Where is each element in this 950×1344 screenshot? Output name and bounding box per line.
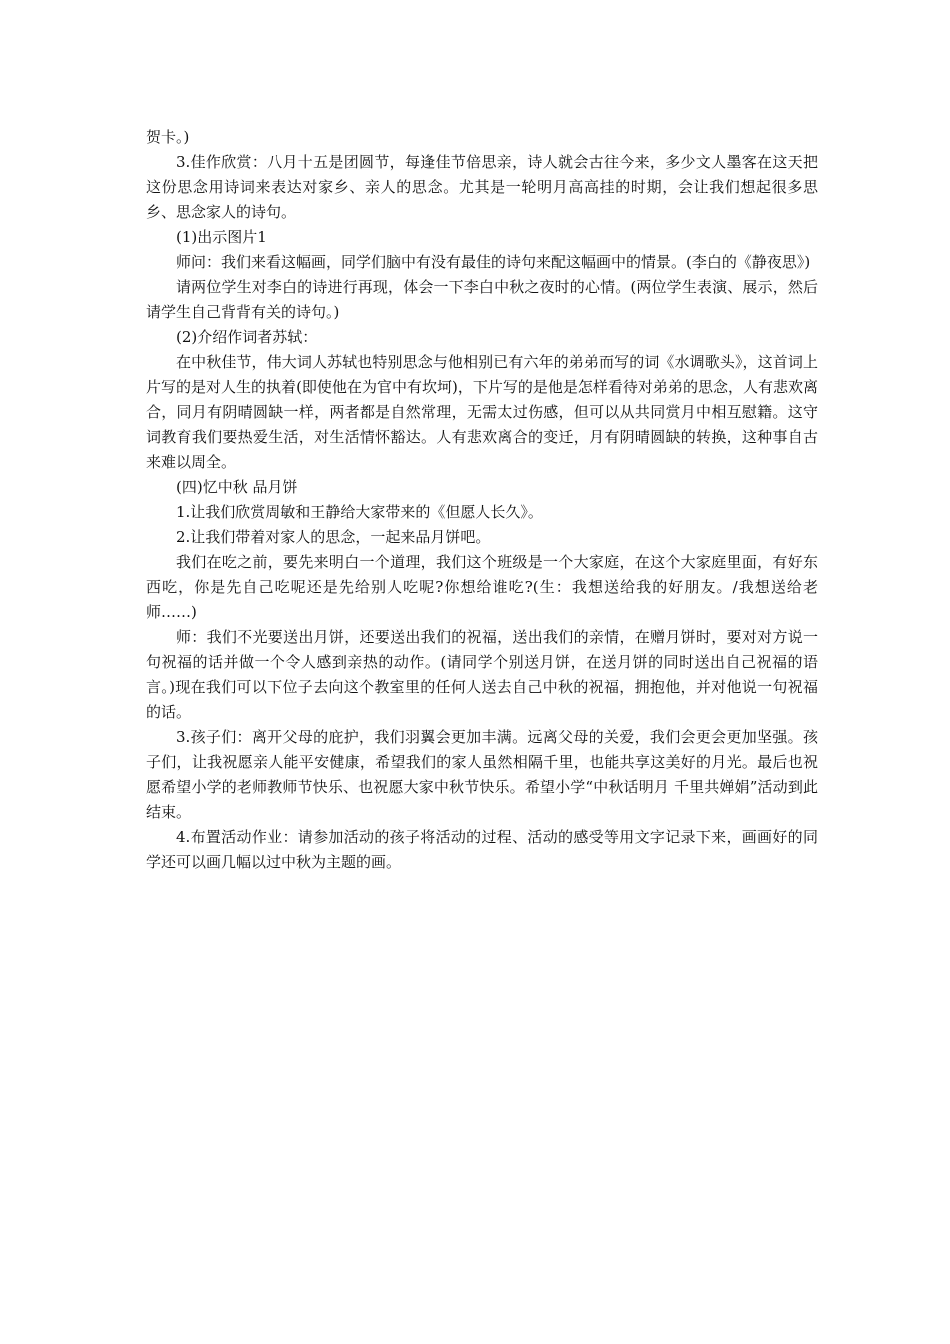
paragraph-students-reenact: 请两位学生对李白的诗进行再现，体会一下李白中秋之夜时的心情。(两位学生表演、展示，然后请学生自己背背有关的诗句。) — [146, 278, 818, 321]
paragraph-show-picture: (1)出示图片1 — [176, 228, 267, 246]
paragraph-appreciation: 3.佳作欣赏：八月十五是团圆节，每逢佳节倍思亲，诗人就会古往今来，多少文人墨客在这天把这份思念用诗词来表达对家乡、亲人的思念。尤其是一轮明月高高挂的时期，会让我们想起很多思乡、思念家人的诗句。 — [146, 153, 818, 221]
paragraph-teacher-question: 师问：我们来看这幅画，同学们脑中有没有最佳的诗句来配这幅画中的情景。(李白的《静夜思》) — [176, 253, 811, 271]
document-body — [146, 125, 818, 875]
paragraph-song: 1.让我们欣赏周敏和王静给大家带来的《但愿人长久》。 — [176, 503, 543, 521]
paragraph-closing: 3.孩子们：离开父母的庇护，我们羽翼会更加丰满。远离父母的关爱，我们会更会更加坚强。孩子们，让我祝愿亲人能平安健康，希望我们的家人虽然相隔千里，也能共享这美好的月光。最后也祝愿希望小学的老师教师节快乐、也祝愿大家中秋节快乐。希望小学“中秋话明月 千里共婵娟”活动到此结束。 — [146, 728, 818, 821]
paragraph-taste-mooncake: 2.让我们带着对家人的思念，一起来品月饼吧。 — [176, 528, 491, 546]
paragraph-card-end: 贺卡。) — [146, 128, 190, 146]
paragraph-sharing: 我们在吃之前，要先来明白一个道理，我们这个班级是一个大家庭，在这个大家庭里面，有好东西吃，你是先自己吃呢还是先给别人吃呢?你想给谁吃?(生：我想送给我的好朋友。/我想送给老师……) — [146, 553, 818, 621]
paragraph-blessing: 师：我们不光要送出月饼，还要送出我们的祝福，送出我们的亲情，在赠月饼时，要对对方说一句祝福的话并做一个令人感到亲热的动作。(请同学个别送月饼，在送月饼的同时送出自己祝福的语言。)现在我们可以下位子去向这个教室里的任何人送去自己中秋的祝福，拥抱他，并对他说一句祝福的话。 — [146, 628, 818, 721]
paragraph-introduce-sushi: (2)介绍作词者苏轼： — [176, 328, 318, 346]
paragraph-sushi-poem: 在中秋佳节，伟大词人苏轼也特别思念与他相别已有六年的弟弟而写的词《水调歌头》，这首词上片写的是对人生的执着(即使他在为官中有坎坷)，下片写的是他是怎样看待对弟弟的思念，人有悲欢离合，同月有阴晴圆缺一样，两者都是自然常理，无需太过伤感，但可以从共同赏月中相互慰籍。这守词教育我们要热爱生活，对生活情怀豁达。人有悲欢离合的变迁，月有阴晴圆缺的转换，这种事自古来难以周全。 — [146, 353, 818, 471]
paragraph-homework: 4.布置活动作业：请参加活动的孩子将活动的过程、活动的感受等用文字记录下来，画画好的同学还可以画几幅以过中秋为主题的画。 — [146, 828, 818, 871]
section-heading-mooncake: (四)忆中秋 品月饼 — [176, 478, 298, 496]
